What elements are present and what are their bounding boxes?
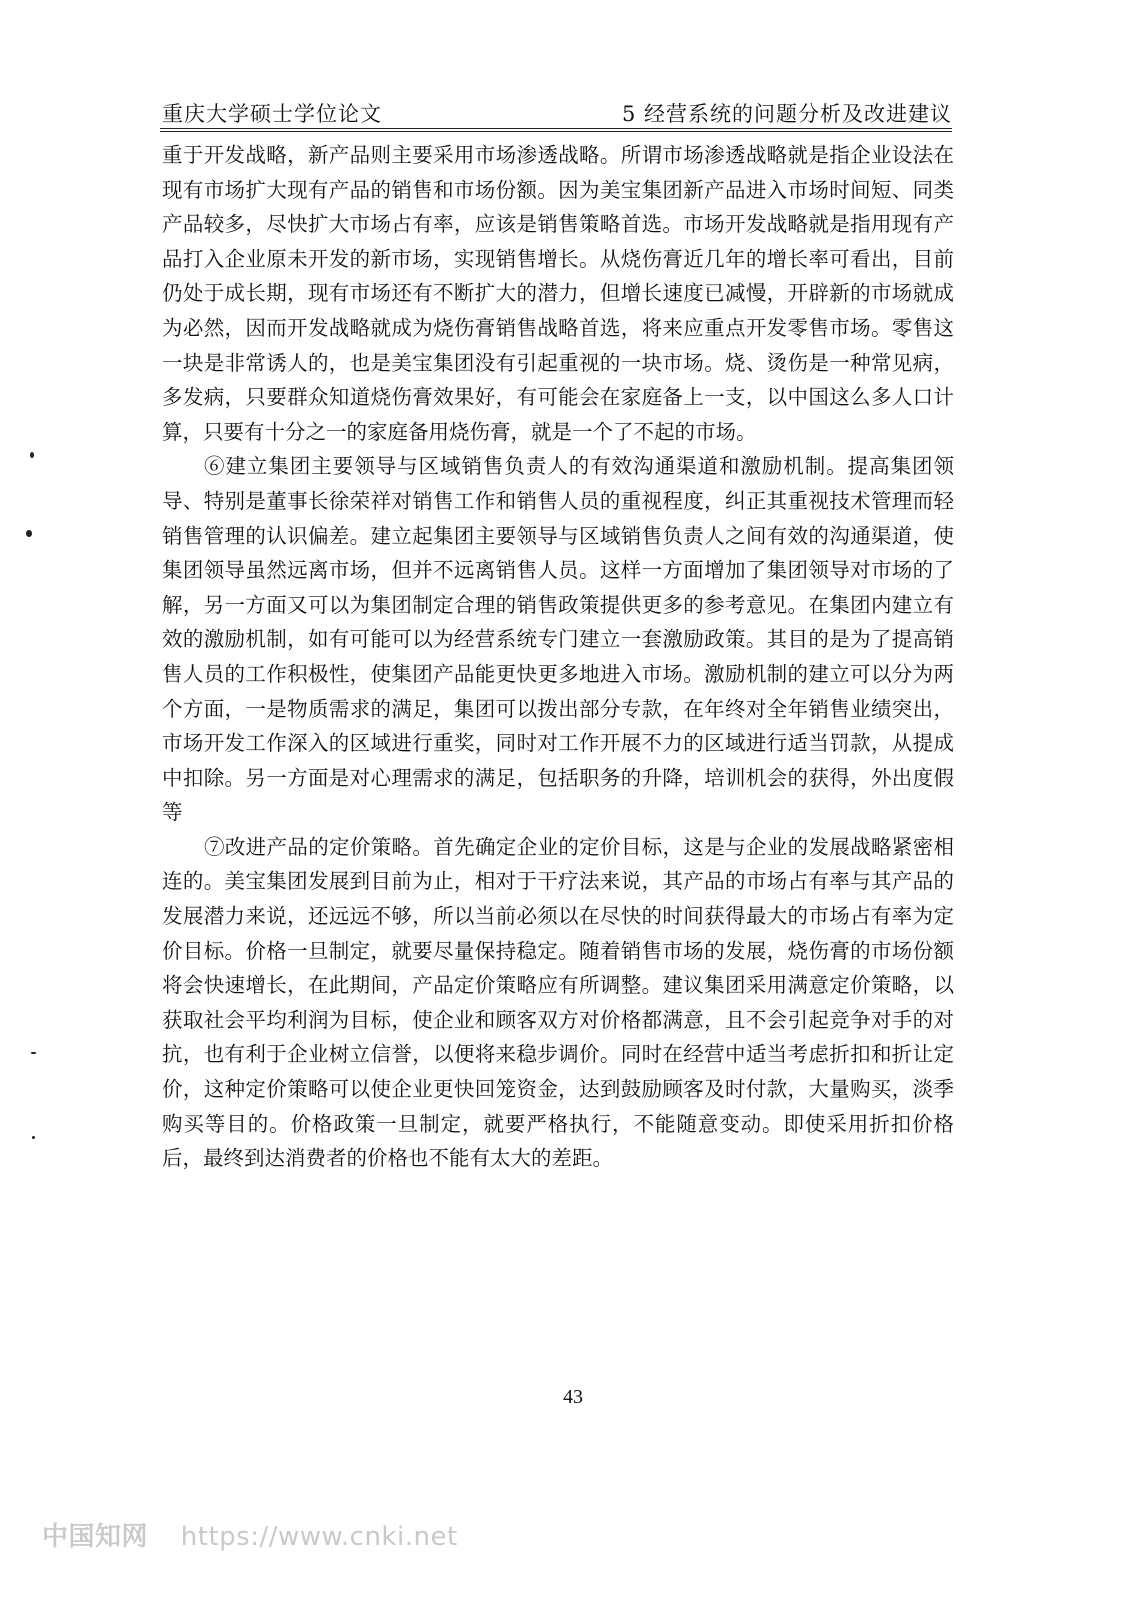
chapter-title: 5 经营系统的问题分析及改进建议 xyxy=(621,102,952,126)
scan-speck xyxy=(26,530,32,537)
paragraph: ⑦改进产品的定价策略。首先确定企业的定价目标，这是与企业的发展战略紧密相连的。美宝集团发展到目前为止，相对于干疗法来说，其产品的市场占有率与其产品的发展潜力来说，还远远不够，所以当前必须以在尽快的时间获得最大的市场占有率为定价目标。价格一旦制定，就要尽量保持稳定。随着销售市场的发展，烧伤膏的市场份额将会快速增长，在此期间，产品定价策略应有所调整。建议集团采用满意定价策略，以获取社会平均利润为目标，使企业和顾客双方对价格都满意，且不会引起竞争对手的对抗，也有利于企业树立信誉，以便将来稳步调价。同时在经营中适当考虑折扣和折让定价，这种定价策略可以使企业更快回笼资金，达到鼓励顾客及时付款，大量购买，淡季购买等目的。价格政策一旦制定，就要严格执行，不能随意变动。即使采用折扣价格后，最终到达消费者的价格也不能有太大的差距。 xyxy=(162,834,954,1171)
paragraph: ⑥建立集团主要领导与区域销售负责人的有效沟通渠道和激励机制。提高集团领导、特别是董事长徐荣祥对销售工作和销售人员的重视程度，纠正其重视技术管理而轻销售管理的认识偏差。建立起集团主要领导与区域销售负责人之间有效的沟通渠道，使集团领导虽然远离市场，但并不远离销售人员。这样一方面增加了集团领导对市场的了解，另一方面又可以为集团制定合理的销售政策提供更多的参考意见。在集团内建立有效的激励机制，如有可能可以为经营系统专门建立一套激励政策。其目的是为了提高销售人员的工作积极性，使集团产品能更快更多地进入市场。激励机制的建立可以分为两个方面，一是物质需求的满足，集团可以拨出部分专款，在年终对全年销售业绩突出，市场开发工作深入的区域进行重奖，同时对工作开展不力的区域进行适当罚款，从提成中扣除。另一方面是对心理需求的满足，包括职务的升降，培训机会的获得，外出度假等 xyxy=(162,454,954,825)
header-rule xyxy=(160,128,952,132)
paragraph: 重于开发战略，新产品则主要采用市场渗透战略。所谓市场渗透战略就是指企业设法在现有市场扩大现有产品的销售和市场份额。因为美宝集团新产品进入市场时间短、同类产品较多，尽快扩大市场占有率，应该是销售策略首选。市场开发战略就是指用现有产品打入企业原未开发的新市场，实现销售增长。从烧伤膏近几年的增长率可看出，目前仍处于成长期，现有市场还有不断扩大的潜力，但增长速度已减慢，开辟新的市场就成为必然，因而开发战略就成为烧伤膏销售战略首选，将来应重点开发零售市场。零售这一块是非常诱人的，也是美宝集团没有引起重视的一块市场。烧、烫伤是一种常见病，多发病，只要群众知道烧伤膏效果好，有可能会在家庭备上一支，以中国这么多人口计算，只要有十分之一的家庭备用烧伤膏，就是一个了不起的市场。 xyxy=(162,143,954,444)
scan-speck xyxy=(30,452,34,458)
thesis-title: 重庆大学硕士学位论文 xyxy=(162,102,382,126)
watermark-url: https://www.cnki.net xyxy=(180,1522,458,1552)
watermark xyxy=(42,1516,458,1553)
watermark-brand: 中国知网 xyxy=(42,1522,149,1552)
running-header xyxy=(162,100,952,130)
body-text xyxy=(162,138,954,1176)
scan-speck xyxy=(32,1136,35,1139)
scan-speck xyxy=(31,1052,36,1054)
page-number: 43 xyxy=(563,1386,583,1408)
